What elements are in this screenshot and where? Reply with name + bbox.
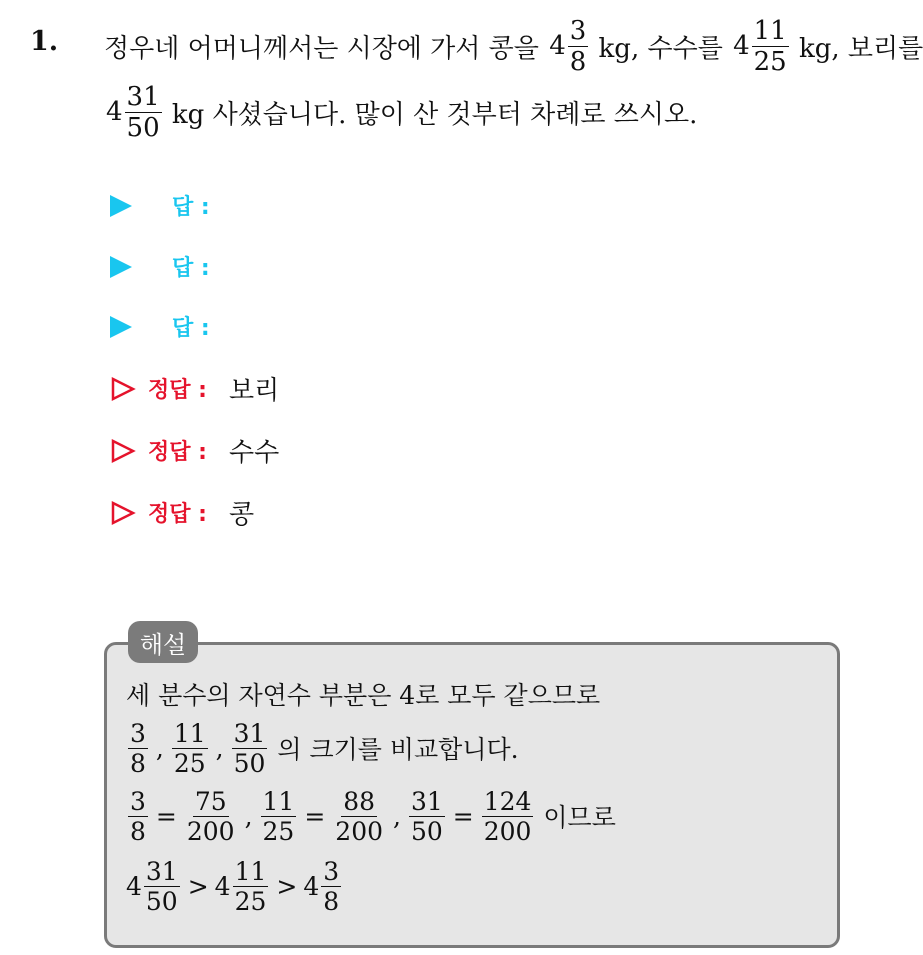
question-number: 1.	[30, 26, 59, 57]
correct-answer-value: 보리	[228, 376, 280, 406]
filled-triangle-icon	[110, 195, 132, 217]
greater-than-sign: >	[276, 871, 298, 901]
fraction	[321, 856, 341, 916]
numerator: 3	[130, 786, 146, 816]
filled-triangle-icon	[110, 316, 132, 338]
answer-label: 답 :	[172, 256, 210, 281]
equals-sign: =	[304, 801, 326, 831]
fraction	[128, 718, 148, 778]
numerator: 31	[410, 786, 443, 816]
question-line-1	[104, 14, 923, 78]
equals-sign: =	[155, 801, 177, 831]
fraction	[172, 718, 208, 778]
fraction-sorghum	[752, 15, 789, 77]
filled-triangle-icon	[110, 256, 132, 278]
denominator: 25	[262, 816, 295, 846]
fraction	[261, 786, 297, 846]
denominator: 50	[233, 748, 266, 778]
fraction	[144, 856, 180, 916]
denominator: 25	[234, 886, 267, 916]
denominator: 8	[323, 886, 340, 916]
numerator: 31	[233, 718, 266, 748]
answer-blank-row[interactable]	[110, 311, 210, 342]
denominator: 25	[173, 748, 206, 778]
numerator: 3	[130, 718, 146, 748]
mixed-whole: 4	[126, 871, 142, 901]
fraction-barley	[125, 81, 162, 143]
question-line-2	[104, 80, 697, 144]
explanation-text: 의 크기를 비교합니다.	[269, 735, 519, 764]
fraction	[482, 786, 534, 846]
mixed-whole: 4	[303, 871, 320, 901]
numerator: 11	[262, 786, 295, 816]
denominator: 50	[410, 816, 443, 846]
correct-answer-row	[110, 432, 279, 469]
correct-answer-label: 정답 :	[148, 378, 207, 403]
correct-answer-label: 정답 :	[148, 440, 207, 465]
outline-triangle-icon	[110, 500, 136, 526]
numerator: 31	[145, 856, 178, 886]
question-text: kg 사셨습니다. 많이 산 것부터 차례로 쓰시오.	[163, 99, 698, 130]
comma: ,	[393, 801, 401, 831]
answer-label: 답 :	[172, 195, 210, 220]
fraction	[232, 718, 268, 778]
mixed-whole: 4	[106, 97, 123, 127]
explanation-tag: 해설	[128, 621, 198, 663]
comma: ,	[215, 733, 224, 763]
fraction	[409, 786, 445, 846]
numerator: 11	[234, 856, 267, 886]
numerator: 3	[323, 856, 340, 886]
greater-than-sign: >	[187, 871, 209, 901]
denominator: 200	[186, 816, 235, 846]
mixed-whole: 4	[733, 31, 750, 61]
fraction-bean	[568, 15, 589, 77]
denominator: 8	[130, 816, 146, 846]
denominator: 200	[483, 816, 532, 846]
denominator: 25	[753, 46, 787, 77]
explanation-line-3	[126, 786, 616, 846]
numerator: 75	[194, 786, 227, 816]
comma: ,	[155, 733, 164, 763]
question-text: 정우네 어머니께서는 시장에 가서 콩을	[104, 33, 548, 64]
comma: ,	[244, 801, 253, 831]
numerator: 11	[753, 15, 787, 46]
equals-sign: =	[452, 801, 474, 831]
numerator: 3	[569, 15, 587, 46]
denominator: 50	[126, 112, 160, 143]
explanation-line-2	[126, 718, 519, 778]
answer-blank-row[interactable]	[110, 190, 210, 221]
fraction	[185, 786, 237, 846]
fraction	[128, 786, 148, 846]
correct-answer-label: 정답 :	[148, 502, 207, 527]
explanation-text: 이므로	[535, 803, 616, 832]
answer-label: 답 :	[172, 316, 210, 341]
denominator: 200	[335, 816, 384, 846]
answer-blank-row[interactable]	[110, 251, 210, 282]
mixed-whole: 4	[549, 31, 566, 61]
fraction	[233, 856, 269, 916]
denominator: 50	[145, 886, 178, 916]
explanation-line-4	[126, 856, 343, 916]
denominator: 8	[130, 748, 146, 778]
numerator: 88	[343, 786, 376, 816]
mixed-whole: 4	[214, 871, 231, 901]
fraction	[333, 786, 385, 846]
question-text: kg, 보리를	[790, 33, 923, 64]
correct-answer-value: 수수	[228, 438, 280, 468]
outline-triangle-icon	[110, 438, 136, 464]
correct-answer-row	[110, 370, 279, 407]
question-text: kg, 수수를	[590, 33, 732, 64]
numerator: 11	[173, 718, 206, 748]
numerator: 31	[126, 81, 160, 112]
denominator: 8	[569, 46, 587, 77]
explanation-line-1: 세 분수의 자연수 부분은 4로 모두 같으므로	[126, 681, 601, 710]
correct-answer-row	[110, 494, 254, 531]
correct-answer-value: 콩	[228, 500, 255, 530]
numerator: 124	[483, 786, 532, 816]
outline-triangle-icon	[110, 376, 136, 402]
